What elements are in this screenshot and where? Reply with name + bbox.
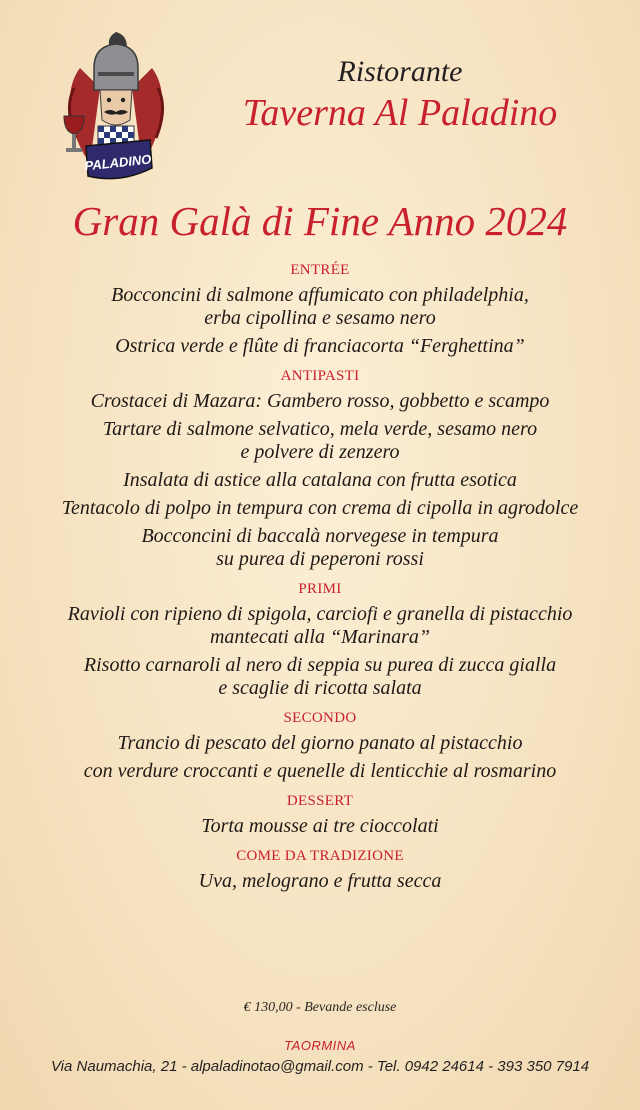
footer-city: TAORMINA — [284, 1038, 356, 1053]
menu-item — [0, 469, 640, 492]
menu-item-line: Bocconcini di baccalà norvegese in tempura — [141, 525, 499, 547]
menu-item — [0, 603, 640, 649]
menu-item — [0, 870, 640, 893]
menu-item-line: erba cipollina e sesamo nero — [204, 307, 436, 329]
menu-item-line: Uva, melograno e frutta secca — [198, 870, 442, 892]
header — [190, 55, 610, 135]
menu-list — [0, 260, 640, 898]
menu-item-line: su purea di peperoni rossi — [216, 548, 424, 570]
menu-item-line: Tentacolo di polpo in tempura con crema di cipolla in agrodolce — [61, 497, 579, 519]
section-title-entree: ENTRÉE — [290, 262, 350, 278]
section-title-primi: PRIMI — [298, 581, 342, 597]
footer-address: Via Naumachia, 21 - alpaladinotao@gmail.com - Tel. 0942 24614 - 393 350 7914 — [50, 1058, 590, 1075]
restaurant-name: Taverna Al Paladino — [242, 92, 558, 134]
menu-item-line: Ostrica verde e flûte di franciacorta “Ferghettina” — [115, 335, 525, 357]
menu-item-line: Torta mousse ai tre cioccolati — [201, 815, 439, 837]
section-title-secondo: SECONDO — [283, 710, 357, 726]
menu-item — [0, 284, 640, 330]
menu-item-line: Bocconcini di salmone affumicato con philadelphia, — [111, 284, 529, 306]
menu-item-line: e scaglie di ricotta salata — [218, 677, 422, 699]
menu-item — [0, 815, 640, 838]
menu-item-line: Ravioli con ripieno di spigola, carciofi e granella di pistacchio — [67, 603, 573, 625]
logo-text: PALADINO — [83, 151, 153, 174]
menu-item — [0, 390, 640, 413]
menu-item-line: Trancio di pescato del giorno panato al pistacchio — [117, 732, 523, 754]
menu-item-line: Tartare di salmone selvatico, mela verde, sesamo nero — [102, 418, 538, 440]
menu-item — [0, 418, 640, 464]
restaurant-subtitle: Ristorante — [337, 55, 463, 88]
menu-item — [0, 335, 640, 358]
menu-item — [0, 525, 640, 571]
menu-item — [0, 654, 640, 700]
menu-item-line: Risotto carnaroli al nero di seppia su purea di zucca gialla — [83, 654, 557, 676]
section-title-dessert: DESSERT — [286, 793, 354, 809]
knight-crest-icon — [60, 28, 172, 188]
menu-item-line: Insalata di astice alla catalana con frutta esotica — [123, 469, 517, 491]
menu-item-line: Crostacei di Mazara: Gambero rosso, gobbetto e scampo — [90, 390, 550, 412]
menu-item — [0, 760, 640, 783]
menu-item-line: e polvere di zenzero — [240, 441, 400, 463]
restaurant-logo — [60, 28, 172, 188]
menu-item — [0, 732, 640, 755]
menu-item-line: mantecati alla “Marinara” — [209, 626, 430, 648]
price-note: € 130,00 - Bevande escluse — [243, 1000, 397, 1015]
menu-item-line: con verdure croccanti e quenelle di lenticchie al rosmarino — [83, 760, 557, 782]
event-title: Gran Galà di Fine Anno 2024 — [72, 198, 568, 244]
section-title-tradizione: COME DA TRADIZIONE — [236, 848, 404, 864]
section-title-antipasti: ANTIPASTI — [280, 368, 360, 384]
menu-item — [0, 497, 640, 520]
